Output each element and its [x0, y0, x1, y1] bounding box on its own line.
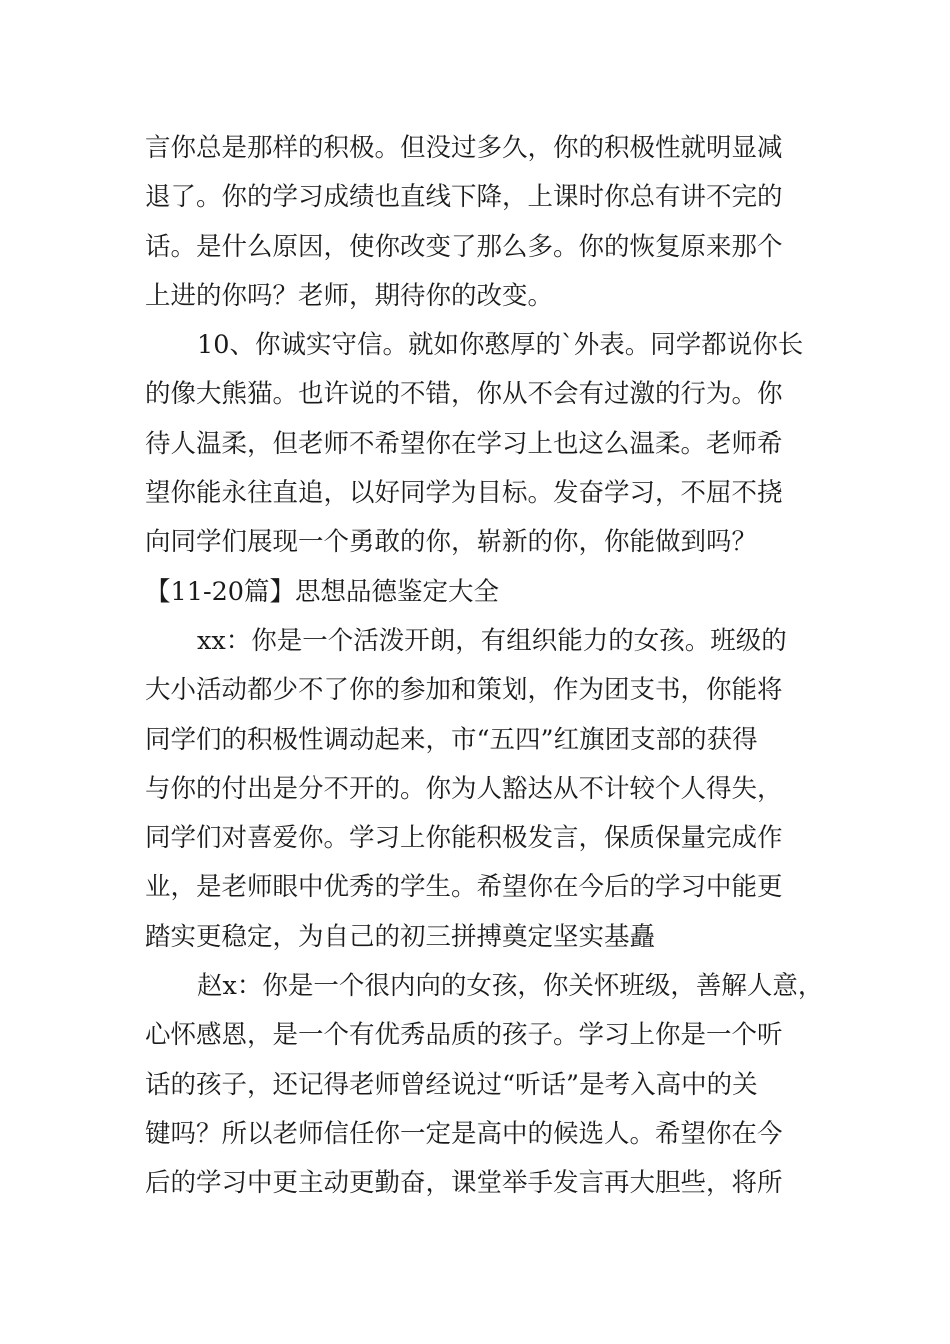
text-line: 退了。你的学习成绩也直线下降，上课时你总有讲不完的 [145, 182, 783, 213]
text-line: 言你总是那样的积极。但没过多久，你的积极性就明显减 [145, 133, 783, 163]
text-line: 话。是什么原因，使你改变了那么多。你的恢复原来那个 [145, 231, 783, 262]
text-line: 踏实更稳定，为自己的初三拼搏奠定坚实基矗 [145, 921, 656, 952]
text-line: 业，是老师眼中优秀的学生。希望你在今后的学习中能更 [145, 872, 783, 903]
text-line: 上进的你吗？老师，期待你的改变。 [145, 280, 554, 311]
text-line: 话的孩子，还记得老师曾经说过“听话”是考入高中的关 [145, 1069, 758, 1100]
text-line: 赵x：你是一个很内向的女孩，你关怀班级，善解人意， [197, 971, 824, 1002]
text-line: 心怀感恩，是一个有优秀品质的孩子。学习上你是一个听 [145, 1020, 783, 1051]
text-line: 【11-20篇】思想品德鉴定大全 [145, 576, 500, 607]
text-line: 望你能永往直追，以好同学为目标。发奋学习，不屈不挠 [145, 478, 783, 509]
document-body [145, 124, 824, 1209]
text-line: 后的学习中更主动更勤奋，课堂举手发言再大胆些，将所 [145, 1168, 783, 1199]
text-line: 同学们的积极性调动起来，市“五四”红旗团支部的获得 [145, 724, 758, 755]
text-line: 的像大熊猫。也许说的不错，你从不会有过激的行为。你 [145, 379, 783, 410]
text-line: 待人温柔，但老师不希望你在学习上也这么温柔。老师希 [145, 428, 783, 459]
text-line: xx：你是一个活泼开朗，有组织能力的女孩。班级的 [197, 625, 787, 656]
text-line: 向同学们展现一个勇敢的你，崭新的你，你能做到吗？ [145, 527, 758, 558]
text-line: 与你的付出是分不开的。你为人豁达从不计较个人得失， [145, 773, 783, 804]
text-line: 同学们对喜爱你。学习上你能积极发言，保质保量完成作 [145, 823, 783, 854]
text-line: 键吗？所以老师信任你一定是高中的候选人。希望你在今 [145, 1118, 783, 1149]
text-line: 10、你诚实守信。就如你憨厚的`外表。同学都说你长 [197, 330, 804, 361]
text-line: 大小活动都少不了你的参加和策划，作为团支书，你能将 [145, 675, 783, 706]
